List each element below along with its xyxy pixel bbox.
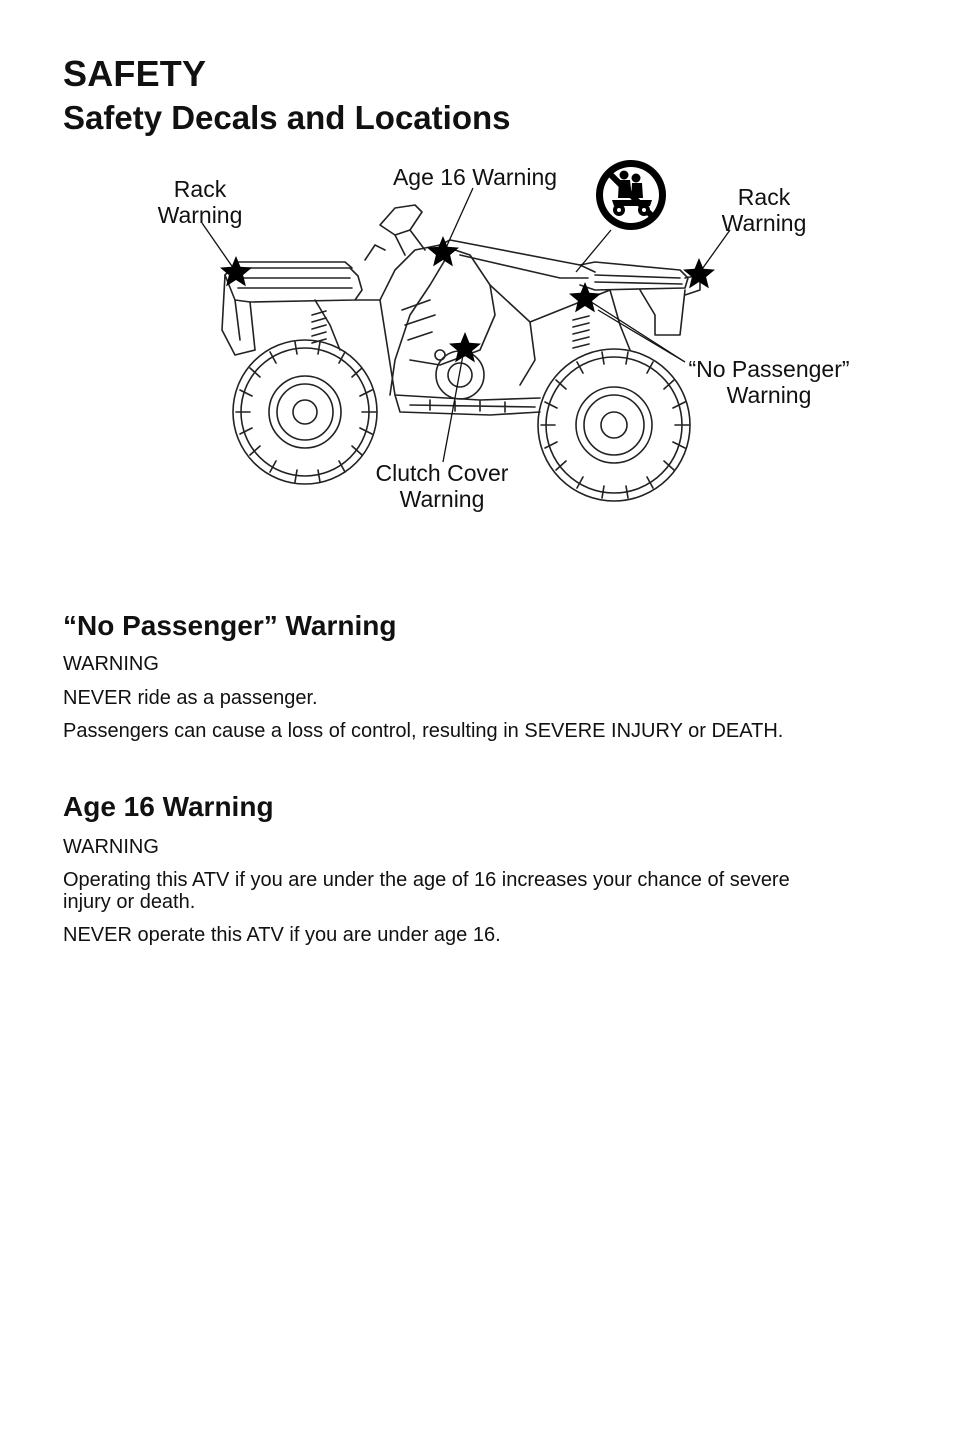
rear-wheel	[538, 349, 690, 501]
callout-line: Rack	[173, 176, 227, 202]
callout-rack-left	[140, 176, 260, 228]
no-passenger-symbol-icon	[596, 160, 666, 230]
star-marker-icon	[569, 282, 601, 312]
callout-line: Clutch Cover	[375, 460, 509, 486]
atv-body	[222, 205, 700, 415]
callout-line: Warning	[399, 486, 485, 512]
star-marker-icon	[683, 258, 715, 288]
no-passenger-consequence-text: Passengers can cause a loss of control, resulting in SEVERE INJURY or DEATH.	[63, 720, 784, 742]
section-title: Safety Decals and Locations	[63, 99, 511, 136]
callout-line: “No Passenger”	[688, 356, 850, 382]
callout-no-passenger	[678, 356, 860, 408]
age16-warning-label: WARNING	[63, 836, 159, 858]
no-passenger-heading: “No Passenger” Warning	[63, 610, 397, 641]
callout-line: Warning	[157, 202, 243, 228]
age16-instruction-text: NEVER operate this ATV if you are under age 16.	[63, 924, 501, 946]
callout-line: Warning	[726, 382, 812, 408]
front-wheel	[233, 340, 377, 484]
age16-risk-text: Operating this ATV if you are under the age of 16 increases your chance of severe injury or death.	[63, 869, 790, 913]
callout-rack-right	[704, 184, 824, 236]
leader-lines	[202, 188, 730, 462]
no-passenger-warning-label: WARNING	[63, 653, 159, 675]
callout-clutch-cover	[360, 460, 524, 512]
decal-locations-figure	[140, 150, 880, 530]
no-passenger-text: NEVER ride as a passenger.	[63, 687, 318, 709]
age16-heading: Age 16 Warning	[63, 791, 274, 822]
callout-line: Age 16 Warning	[392, 164, 558, 190]
page-title: SAFETY	[63, 53, 207, 94]
callout-line: Rack	[737, 184, 791, 210]
callout-line: Warning	[721, 210, 807, 236]
callout-age16	[380, 164, 570, 190]
